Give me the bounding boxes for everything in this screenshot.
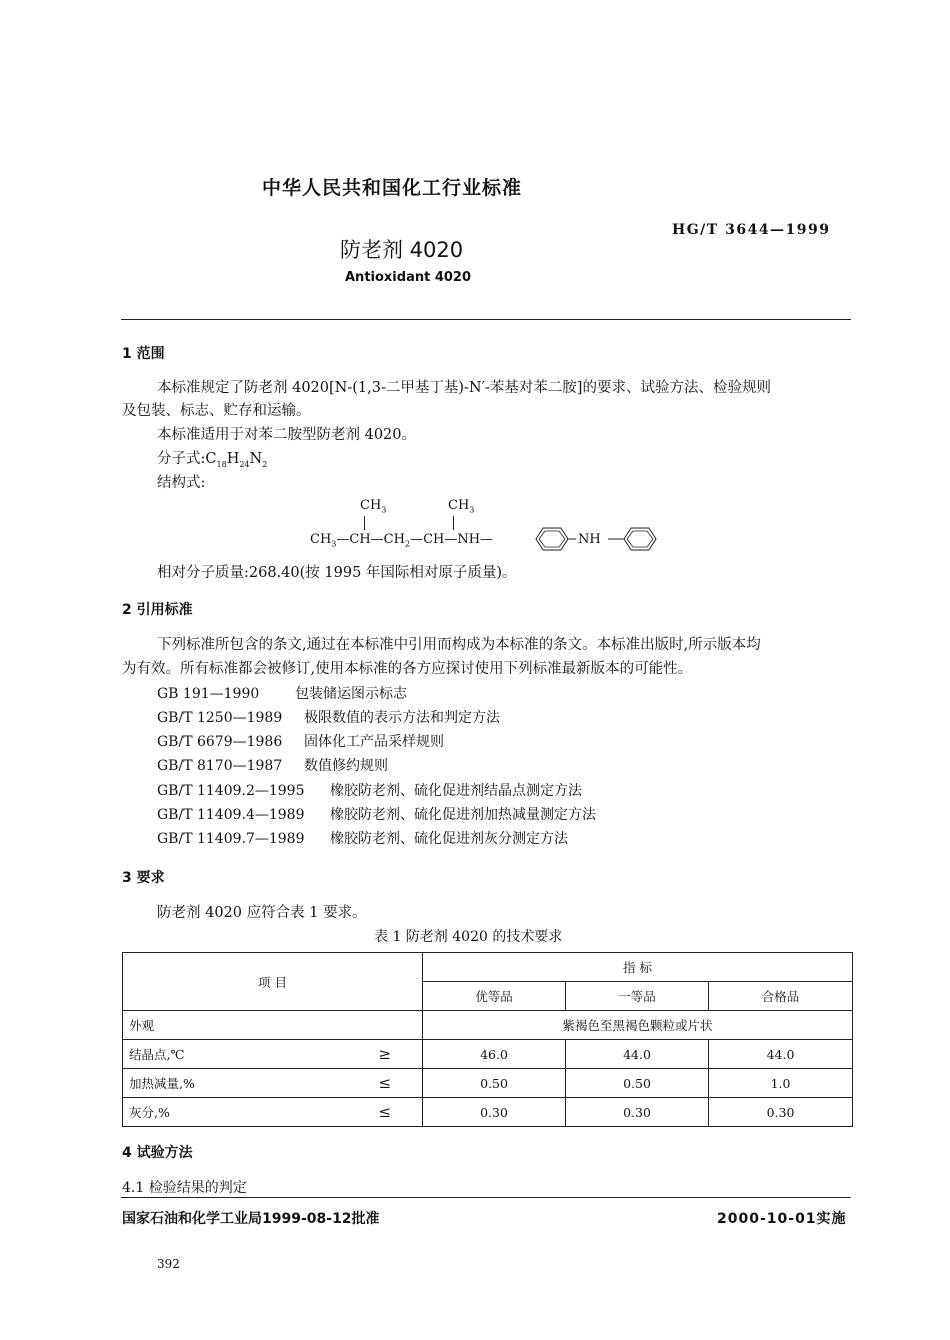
sec1-paragraph-line2: 及包装、标志、贮存和运输。 — [122, 403, 311, 419]
sec1-paragraph-line1: 本标准规定了防老剂 4020[N-(1,3-二甲基丁基)-N′-苯基对苯二胺]的要求、试验方法、检验规则 — [157, 380, 771, 396]
grade-qualified: 合格品 — [709, 982, 853, 1011]
cell-value: 0.30 — [423, 1098, 566, 1127]
cell-value: 1.0 — [709, 1069, 853, 1098]
section-1-heading: 1 范围 — [122, 346, 165, 362]
header-divider — [121, 319, 851, 320]
cell-value: 44.0 — [566, 1040, 709, 1069]
benzene-ring-2-inner — [627, 531, 653, 547]
formula-label: 分子式: — [157, 451, 206, 467]
methyl-group-2: $CH_3$ — [448, 498, 475, 515]
reference-item: GB/T 11409.2—1995 橡胶防老剂、硫化促进剂结晶点测定方法 — [157, 783, 582, 799]
formula-c-count: 18 — [216, 459, 227, 469]
document-title: 防老剂 4020 — [340, 238, 464, 262]
methyl-group-1: $CH_3$ — [360, 498, 387, 515]
section-2-heading: 2 引用标准 — [122, 602, 193, 618]
table-caption: 表 1 防老剂 4020 的技术要求 — [374, 929, 563, 945]
benzene-ring-1-inner — [539, 531, 565, 547]
formula-n: N — [249, 451, 263, 467]
document-title-en: Antioxidant 4020 — [345, 270, 472, 285]
row-label: 外观 — [123, 1011, 423, 1040]
column-header-spec: 指 标 — [423, 953, 853, 982]
structure-label: 结构式: — [157, 475, 206, 491]
row-relation: ≤ — [348, 1098, 423, 1127]
bond-line-1 — [364, 516, 365, 530]
row-relation: ≤ — [348, 1069, 423, 1098]
reference-item: GB/T 8170—1987 数值修约规则 — [157, 758, 388, 774]
column-header-item: 项 目 — [123, 953, 423, 1011]
grade-superior: 优等品 — [423, 982, 566, 1011]
technical-requirements-table — [122, 952, 853, 1127]
reference-item: GB 191—1990 包装储运图示标志 — [157, 686, 407, 702]
appearance-value: 紫褐色至黑褐色颗粒或片状 — [423, 1011, 853, 1040]
section-3-heading: 3 要求 — [122, 870, 165, 886]
table-row — [123, 1069, 853, 1098]
cell-value: 0.50 — [423, 1069, 566, 1098]
sec3-paragraph: 防老剂 4020 应符合表 1 要求。 — [157, 905, 367, 921]
subsection-4-1: 4.1 检验结果的判定 — [122, 1180, 247, 1196]
sec2-paragraph-line2: 为有效。所有标准都会被修订,使用本标准的各方应探讨使用下列标准最新版本的可能性。 — [122, 661, 693, 677]
sec2-paragraph-line1: 下列标准所包含的条文,通过在本标准中引用而构成为本标准的条文。本标准出版时,所示版本均 — [157, 637, 761, 653]
formula-n-count: 2 — [262, 459, 268, 469]
standard-number: HG/T 3644—1999 — [672, 222, 831, 238]
formula-h-count: 24 — [239, 459, 250, 469]
molecular-formula — [157, 449, 267, 475]
grade-first: 一等品 — [566, 982, 709, 1011]
footer-divider — [121, 1197, 851, 1198]
bond-line-2 — [453, 516, 454, 530]
standard-authority: 中华人民共和国化工行业标准 — [262, 177, 523, 199]
cell-value: 0.30 — [566, 1098, 709, 1127]
reference-item: GB/T 11409.7—1989 橡胶防老剂、硫化促进剂灰分测定方法 — [157, 831, 568, 847]
formula-c: C — [205, 451, 217, 467]
cell-value: 0.50 — [566, 1069, 709, 1098]
table-row — [123, 1011, 853, 1040]
amine-group: NH — [578, 532, 601, 547]
cell-value: 0.30 — [709, 1098, 853, 1127]
table-row — [123, 1098, 853, 1127]
row-label: 结晶点,℃ — [123, 1040, 348, 1069]
effective-date: 2000-10-01实施 — [717, 1211, 847, 1227]
cell-value: 44.0 — [709, 1040, 853, 1069]
table-header-row — [123, 953, 853, 982]
chain-formula: $CH_3—CH—CH_2—CH—NH—$ — [310, 532, 494, 549]
reference-item: GB/T 6679—1986 固体化工产品采样规则 — [157, 734, 444, 750]
approval-statement: 国家石油和化学工业局1999-08-12批准 — [122, 1211, 380, 1227]
page-number: 392 — [157, 1257, 180, 1271]
row-label: 灰分,% — [123, 1098, 348, 1127]
row-relation: ≥ — [348, 1040, 423, 1069]
molecular-mass: 相对分子质量:268.40(按 1995 年国际相对原子质量)。 — [157, 565, 517, 581]
table-row — [123, 1040, 853, 1069]
reference-item: GB/T 11409.4—1989 橡胶防老剂、硫化促进剂加热减量测定方法 — [157, 807, 596, 823]
reference-item: GB/T 1250—1989 极限数值的表示方法和判定方法 — [157, 710, 500, 726]
cell-value: 46.0 — [423, 1040, 566, 1069]
sec1-scope-paragraph: 本标准适用于对苯二胺型防老剂 4020。 — [157, 427, 417, 443]
formula-h: H — [226, 451, 240, 467]
row-label: 加热减量,% — [123, 1069, 348, 1098]
section-4-heading: 4 试验方法 — [122, 1145, 193, 1161]
